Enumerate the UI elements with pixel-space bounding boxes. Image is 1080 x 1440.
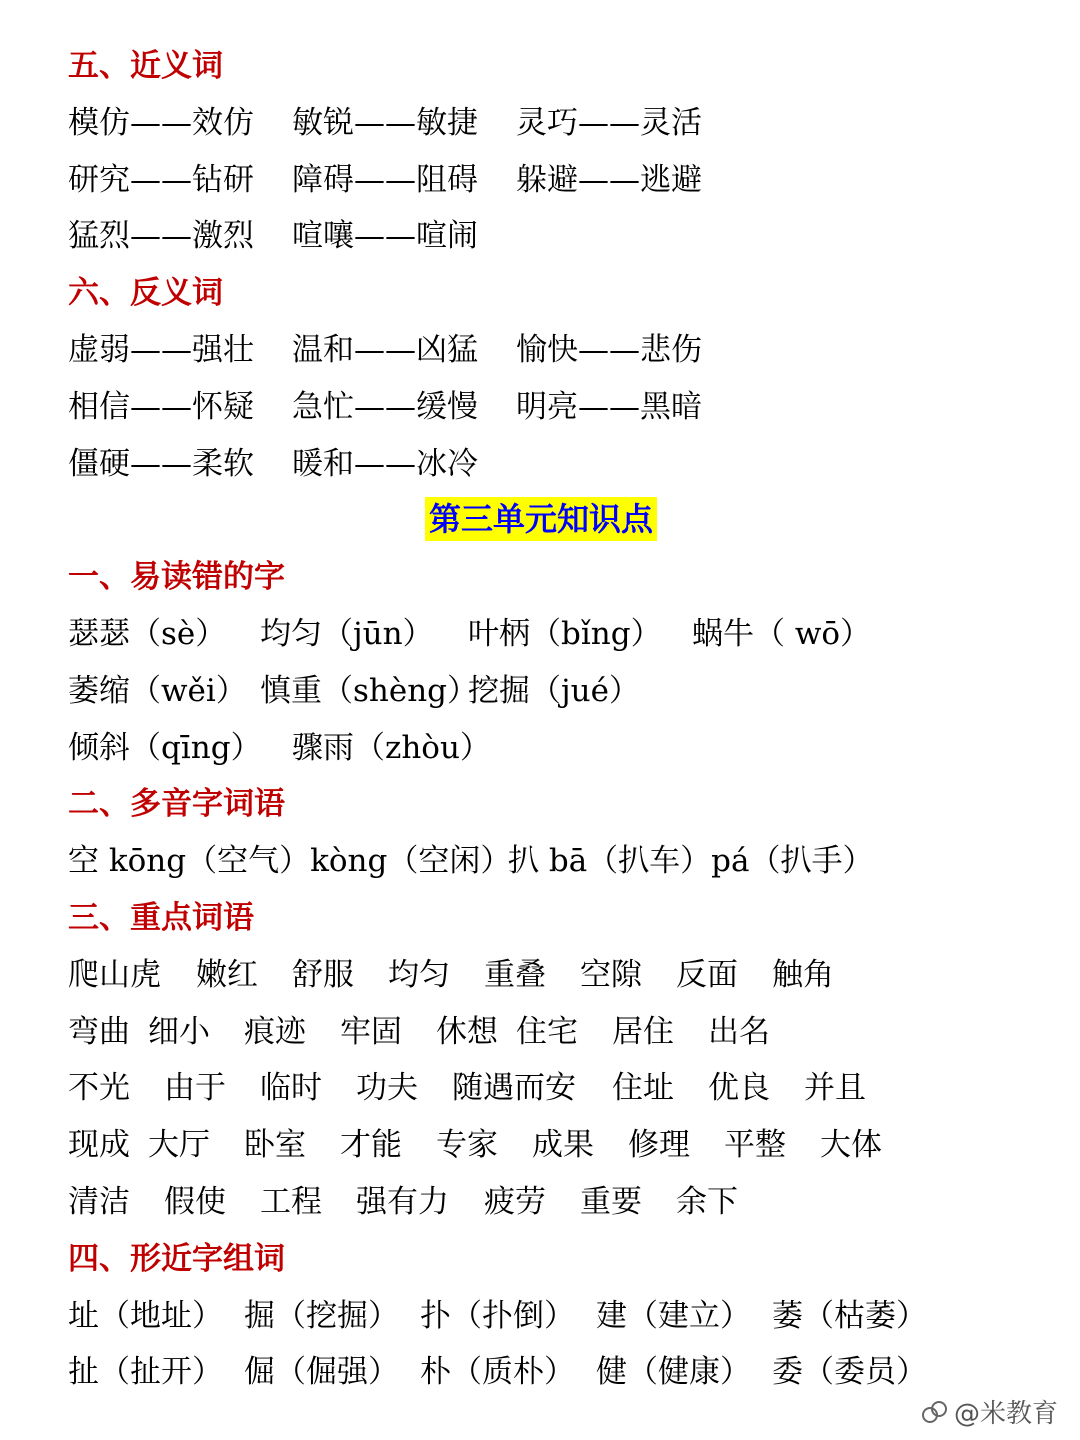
- misread-word: 瑟瑟（sè）: [68, 615, 227, 652]
- misread-row: [68, 663, 1058, 720]
- watermark: [922, 1393, 1058, 1430]
- section-heading-misread: 一、易读错的字: [68, 559, 285, 596]
- key-word: 才能: [340, 1127, 402, 1164]
- word-pair: 敏锐——敏捷: [292, 104, 478, 141]
- misread-word: 均匀（jūn）: [260, 615, 434, 652]
- word-pair: 猛烈——激烈: [68, 218, 254, 255]
- section-heading-polyphones: 二、多音字词语: [68, 786, 285, 823]
- word-pair: 模仿——效仿: [68, 104, 254, 141]
- char-group: 建（建立）: [596, 1297, 751, 1334]
- key-word: 清洁: [68, 1183, 130, 1220]
- section-heading-synonyms: 五、近义词: [68, 48, 223, 84]
- misread-word: 蜗牛（ wō）: [692, 615, 872, 652]
- misread-word: 慎重（shèng）: [260, 672, 479, 709]
- char-group: 倔（倔强）: [244, 1354, 399, 1391]
- key-word: 临时: [260, 1070, 322, 1107]
- synonym-row: [68, 208, 1058, 265]
- key-words-row: [68, 1174, 1058, 1231]
- char-group: 健（健康）: [596, 1354, 751, 1391]
- synonym-row: [68, 95, 1058, 152]
- key-words-row: [68, 947, 1058, 1004]
- word-pair: 愉快——悲伤: [516, 331, 702, 368]
- word-pair: 躲避——逃避: [516, 161, 702, 198]
- key-word: 功夫: [356, 1070, 418, 1107]
- section-heading-key-words: 三、重点词语: [68, 899, 254, 936]
- key-word: 重要: [580, 1183, 642, 1220]
- document-page: [68, 38, 1058, 1401]
- misread-word: 倾斜（qīng）: [68, 729, 262, 766]
- key-word: 成果: [532, 1127, 594, 1164]
- key-word: 现成: [68, 1127, 130, 1164]
- watermark-logo-icon: [922, 1401, 948, 1423]
- similar-chars-row: [68, 1288, 1058, 1345]
- key-word: 细小: [148, 1013, 210, 1050]
- word-pair: 虚弱——强壮: [68, 331, 254, 368]
- misread-word: 叶柄（bǐng）: [468, 615, 662, 652]
- key-words-row: [68, 1004, 1058, 1061]
- word-pair: 喧嚷——喧闹: [292, 218, 478, 255]
- unit-title-row: [68, 492, 1014, 549]
- antonym-row: [68, 322, 1058, 379]
- char-group: 址（地址）: [68, 1297, 223, 1334]
- word-pair: 研究——钻研: [68, 161, 254, 198]
- key-word: 牢固: [340, 1013, 402, 1050]
- key-word: 空隙: [580, 956, 642, 993]
- key-word: 大厅: [148, 1127, 210, 1164]
- key-word: 工程: [260, 1183, 322, 1220]
- word-pair: 暖和——冰冷: [292, 445, 478, 482]
- key-word: 出名: [708, 1013, 770, 1050]
- key-word: 疲劳: [484, 1183, 546, 1220]
- key-word: 强有力: [356, 1183, 449, 1220]
- word-pair: 相信——怀疑: [68, 388, 254, 425]
- key-word: 专家: [436, 1127, 498, 1164]
- key-word: 居住: [612, 1013, 674, 1050]
- word-pair: 急忙——缓慢: [292, 388, 478, 425]
- word-pair: 障碍——阻碍: [292, 161, 478, 198]
- antonym-row: [68, 379, 1058, 436]
- key-word: 不光: [68, 1070, 130, 1107]
- key-word: 平整: [724, 1127, 786, 1164]
- key-words-row: [68, 1060, 1058, 1117]
- section-heading-antonyms: 六、反义词: [68, 275, 223, 312]
- char-group: 掘（挖掘）: [244, 1297, 399, 1334]
- key-word: 休想: [436, 1013, 498, 1050]
- synonym-row: [68, 152, 1058, 209]
- char-group: 萎（枯萎）: [772, 1297, 927, 1334]
- key-word: 大体: [820, 1127, 882, 1164]
- word-pair: 明亮——黑暗: [516, 388, 702, 425]
- key-word: 余下: [676, 1183, 738, 1220]
- key-word: 弯曲: [68, 1013, 130, 1050]
- key-word: 爬山虎: [68, 956, 161, 993]
- char-group: 扑（扑倒）: [420, 1297, 575, 1334]
- word-pair: 灵巧——灵活: [516, 104, 702, 141]
- antonym-row: [68, 436, 1058, 493]
- unit-title-banner: 第三单元知识点: [425, 497, 657, 541]
- key-word: 触角: [772, 956, 834, 993]
- misread-row: [68, 606, 1058, 663]
- similar-chars-row: [68, 1344, 1058, 1401]
- polyphone-entry: 空 kōng（空气）kòng（空闲）: [68, 843, 512, 880]
- key-word: 反面: [676, 956, 738, 993]
- char-group: 朴（质朴）: [420, 1354, 575, 1391]
- key-word: 舒服: [292, 956, 354, 993]
- misread-word: 挖掘（jué）: [468, 672, 640, 709]
- word-pair: 温和——凶猛: [292, 331, 478, 368]
- key-word: 住宅: [516, 1013, 578, 1050]
- key-word: 由于: [164, 1070, 226, 1107]
- key-word: 重叠: [484, 956, 546, 993]
- watermark-text: @米教育: [953, 1399, 1058, 1429]
- char-group: 扯（扯开）: [68, 1354, 223, 1391]
- key-word: 假使: [164, 1183, 226, 1220]
- polyphone-row: [68, 833, 1058, 890]
- key-word: 随遇而安: [452, 1070, 576, 1107]
- key-word: 优良: [708, 1070, 770, 1107]
- char-group: 委（委员）: [772, 1354, 927, 1391]
- key-word: 痕迹: [244, 1013, 306, 1050]
- word-pair: 僵硬——柔软: [68, 445, 254, 482]
- misread-row: [68, 720, 1058, 777]
- key-word: 嫩红: [196, 956, 258, 993]
- section-heading-similar-chars: 四、形近字组词: [68, 1240, 285, 1277]
- key-word: 住址: [612, 1070, 674, 1107]
- key-word: 均匀: [388, 956, 450, 993]
- misread-word: 骤雨（zhòu）: [292, 729, 491, 766]
- key-words-row: [68, 1117, 1058, 1174]
- key-word: 并且: [804, 1070, 866, 1107]
- polyphone-entry: 扒 bā（扒车）pá（扒手）: [508, 843, 874, 880]
- misread-word: 萎缩（wěi）: [68, 672, 247, 709]
- key-word: 修理: [628, 1127, 690, 1164]
- key-word: 卧室: [244, 1127, 306, 1164]
